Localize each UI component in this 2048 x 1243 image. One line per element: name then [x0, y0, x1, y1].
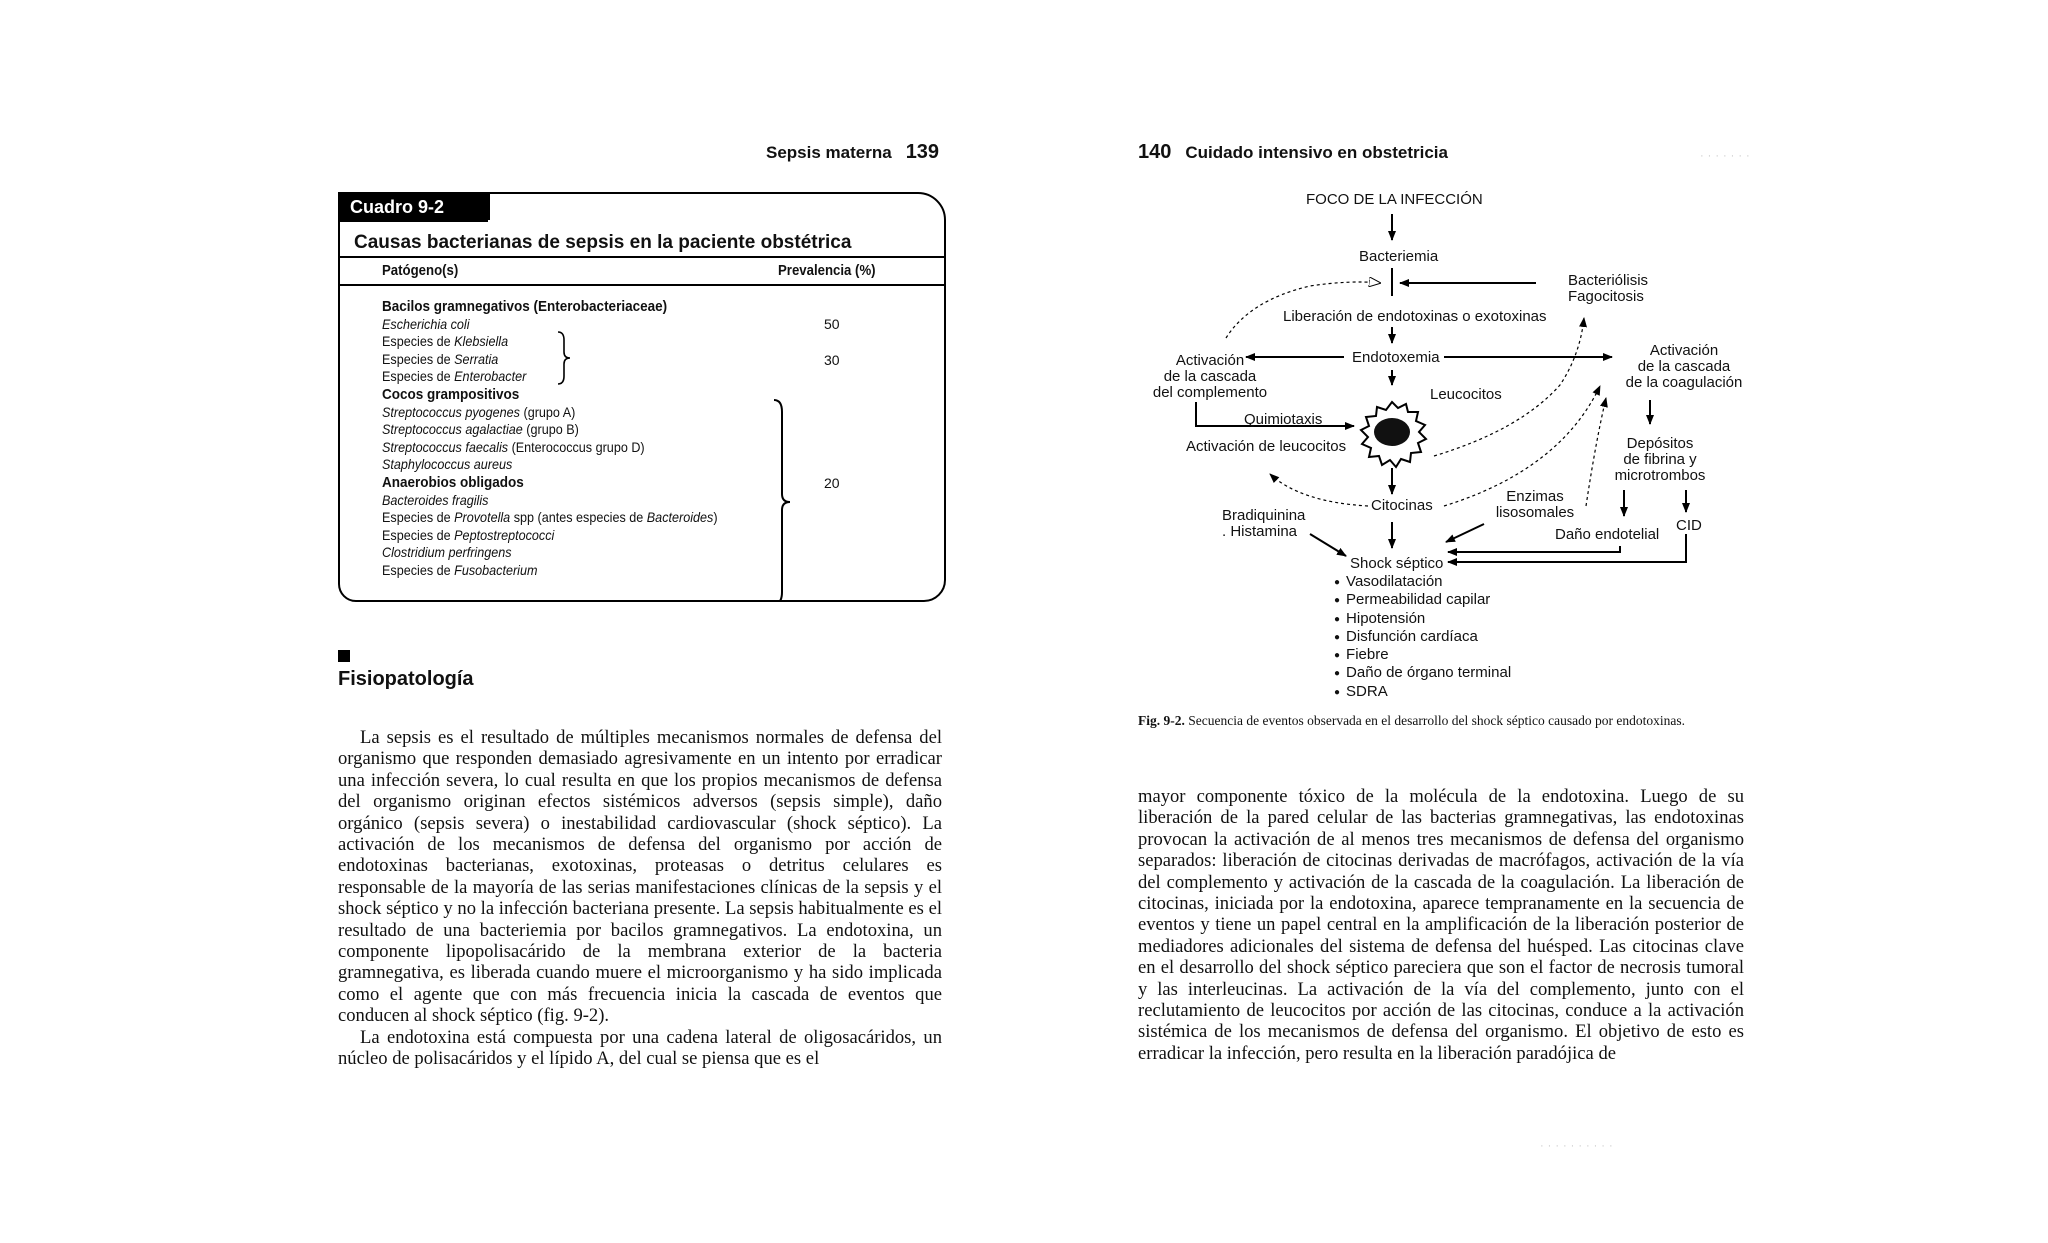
diagram-node-bradiquinina: Bradiquinina . Histamina	[1222, 507, 1306, 540]
list-item: Especies de Enterobacter	[382, 368, 527, 385]
list-item: Especies de Serratia	[382, 350, 499, 367]
list-item: Streptococcus pyogenes (grupo A)	[382, 403, 576, 420]
diagram-node-foco: FOCO DE LA INFECCIÓN	[1306, 191, 1483, 208]
list-item: Especies de Peptostreptococci	[382, 526, 555, 543]
diagram-node-cid: CID	[1676, 517, 1702, 534]
list-item: Streptococcus faecalis (Enterococcus grupo D)	[382, 438, 645, 455]
paragraph: La endotoxina está compuesta por una cadena lateral de oligosacáridos, un núcleo de polisacáridos y el lípido A, del cual se piensa que es el	[338, 1026, 942, 1070]
list-item: Especies de Fusobacterium	[382, 561, 538, 578]
box-tag: Cuadro 9-2	[340, 194, 490, 220]
diagram-node-depositos: Depósitos de fibrina y microtrombos	[1614, 435, 1706, 484]
paragraph: La sepsis es el resultado de múltiples mecanismos normales de defensa del organismo que responden demasiado agresivamente en un intento por erradicar una infección severa, lo cual resulta en que los propios mecanismos de defensa del organismo originan efectos sistémicos adversos (sepsis simple), daño orgánico (sepsis severa) o inestabilidad cardiovascular (shock séptico). La activación de los mecanismos de defensa del organismo por acción de endotoxinas bacterianas, exotoxinas, proteasas o detritus celulares es responsable de la mayoría de las serias manifestaciones clínicas de la sepsis y el shock séptico y no la infección bacteriana presente. La sepsis habitualmente es el resultado de una bacteriemia por bacilos gramnegativos. La endotoxina, un componente lipopolisacárido de la membrana exterior de la bacteria gramnegativa, es liberada cuando muere el microorganismo y ha sido implicada como el agente que con más frecuencia inicia la cascada de eventos que conducen al shock séptico (fig. 9-2).	[338, 727, 942, 1027]
list-item: ● Vasodilatación	[1334, 573, 1511, 591]
list-item: ● Disfunción cardíaca	[1334, 628, 1511, 646]
list-group-heading: Anaerobios obligados	[382, 473, 524, 491]
list-item: ● Fiebre	[1334, 646, 1511, 664]
arrow-bradiquinina-shock	[1310, 534, 1346, 556]
running-head-title: Sepsis materna	[766, 143, 892, 162]
page-number: 139	[905, 141, 940, 163]
paragraph: mayor componente tóxico de la molécula de la endotoxina. Luego de su liberación de la pared celular de las bacterias gramnegativas, las endotoxinas provocan la activación de al menos tres mecanismos de defensa del organismo separados: liberación de citocinas derivadas de macrófagos, activación de la vía del complemento y activación de la cascada de la coagulación. La liberación de citocinas, iniciada por la endotoxina, aparece tempranamente en la secuencia de eventos y tiene un papel central en la amplificación de la liberación posterior de mediadores adicionales del sistema de defensa del huésped. Las citocinas clave en el desarrollo del shock séptico pareciera que son el factor de necrosis tumoral y las interleucinas. La activación de la vía del complemento, junto con el reclutamiento de leucocitos por acción de las citocinas, conduce a la activación sistémica de los mecanismos de defensa del organismo. El objetivo de esto es erradicar la infección, pero resulta en la liberación paradójica de	[1138, 786, 1744, 1064]
diagram-node-act-leucocitos: Activación de leucocitos	[1186, 438, 1347, 455]
body-text-right	[1138, 786, 1744, 1064]
box-title: Causas bacterianas de sepsis en la paciente obstétrica	[354, 232, 852, 253]
diagram-node-leucocitos: Leucocitos	[1430, 386, 1502, 403]
diagram-node-bacteriolisis: Bacteriólisis	[1568, 272, 1649, 289]
prevalence-value: 50	[824, 316, 840, 332]
scan-artifact: ·······	[1700, 150, 1754, 162]
list-item: Clostridium perfringens	[382, 544, 512, 561]
prevalence-value: 20	[824, 475, 840, 491]
list-item: ● Permeabilidad capilar	[1334, 591, 1511, 609]
arrow-enzimas-shock	[1446, 524, 1484, 542]
list-item: ● SDRA	[1334, 683, 1511, 701]
running-head-title: Cuidado intensivo en obstetricia	[1185, 143, 1448, 162]
dashed-citocinas-bradiquinina	[1270, 474, 1368, 506]
caption-text: Secuencia de eventos observada en el desarrollo del shock séptico causado por endotoxinas.	[1184, 713, 1685, 728]
list-item: ● Daño de órgano terminal	[1334, 664, 1511, 682]
list-group-heading: Bacilos gramnegativos (Enterobacteriaceae)	[382, 298, 668, 315]
list-item: Especies de Klebsiella	[382, 333, 509, 350]
diagram-node-shock: Shock séptico	[1350, 555, 1444, 572]
shock-effects-list	[1334, 573, 1511, 701]
caption-label: Fig. 9-2.	[1138, 713, 1185, 728]
diagram-node-fagocitosis: Fagocitosis	[1568, 288, 1644, 305]
page-number: 140	[1138, 141, 1172, 163]
figure-caption	[1138, 712, 1744, 730]
diagram-node-act-complemento: Activación de la cascada del complemento	[1152, 352, 1268, 401]
diagram-node-endotoxemia: Endotoxemia	[1352, 349, 1440, 366]
diagram-node-quimiotaxis: Quimiotaxis	[1244, 411, 1323, 428]
section-title: Fisiopatología	[338, 668, 474, 690]
list-group-heading: Cocos grampositivos	[382, 385, 520, 403]
arrow-dano-shock	[1448, 546, 1620, 552]
leukocyte-cell	[1361, 402, 1426, 467]
list-item: Bacteroides fragilis	[382, 491, 489, 508]
column-header-prevalence: Prevalencia (%)	[778, 262, 876, 279]
diagram-node-act-coagulacion: Activación de la cascada de la coagulación	[1625, 342, 1743, 391]
diagram-node-dano-endotelial: Daño endotelial	[1555, 526, 1660, 543]
diagram-node-citocinas: Citocinas	[1371, 497, 1433, 514]
body-text-left	[338, 727, 942, 1070]
prevalence-value: 30	[824, 352, 840, 368]
list-item: Streptococcus agalactiae (grupo B)	[382, 421, 579, 438]
list-item: Especies de Provotella spp (antes especies de Bacteroides)	[382, 509, 718, 526]
diagram-node-bacteriemia: Bacteriemia	[1359, 248, 1439, 265]
list-item: Staphylococcus aureus	[382, 456, 513, 473]
column-header-pathogen: Patógeno(s)	[382, 262, 459, 279]
diagram-node-enzimas: Enzimas lisosomales	[1495, 488, 1575, 521]
diagram-node-liberacion: Liberación de endotoxinas o exotoxinas	[1283, 308, 1547, 325]
scan-artifact: ··········	[1540, 1140, 1617, 1152]
list-item: Escherichia coli	[382, 315, 470, 332]
list-item: ● Hipotensión	[1334, 610, 1511, 628]
